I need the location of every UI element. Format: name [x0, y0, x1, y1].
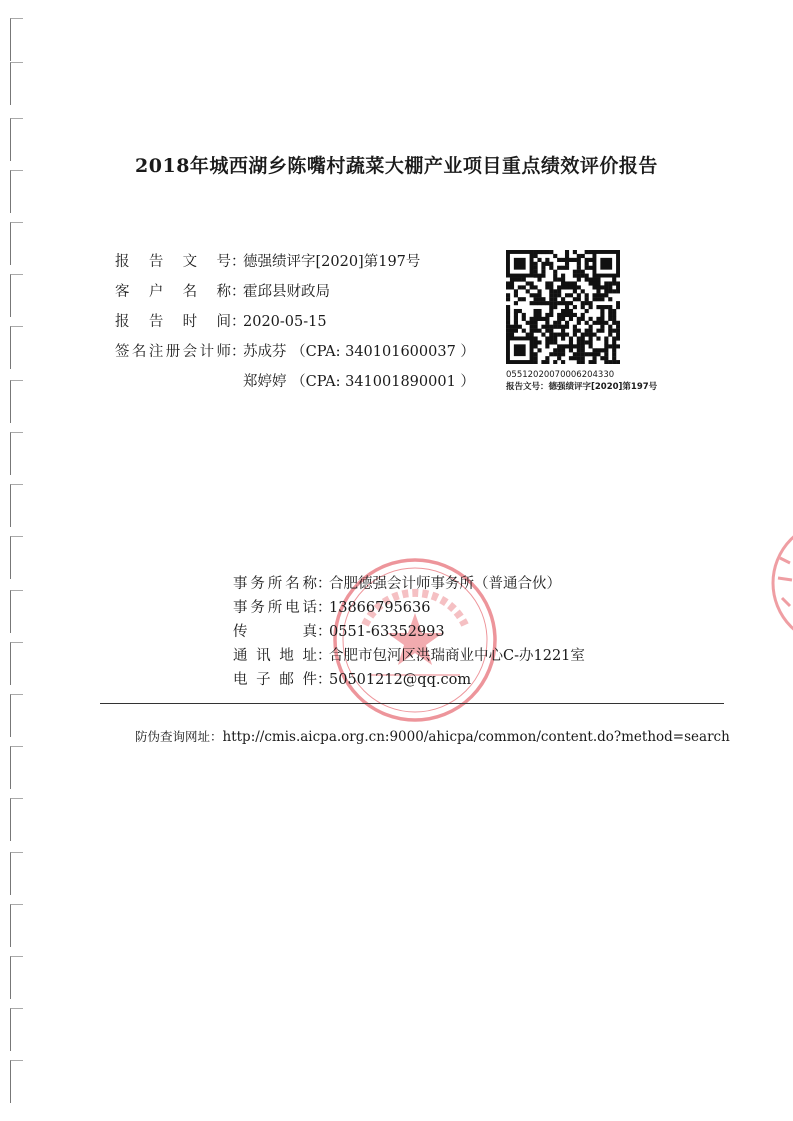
- binding-mark: [10, 62, 23, 105]
- firm-label: 通讯地址: [233, 648, 317, 664]
- firm-row-name: [233, 573, 585, 597]
- info-row-cpa: [115, 342, 475, 372]
- firm-info: [233, 573, 585, 693]
- partial-seal-icon: [760, 518, 793, 648]
- firm-value: 0551-63352993: [329, 624, 445, 640]
- binding-mark: [10, 1008, 23, 1051]
- info-row-client: [115, 282, 475, 312]
- info-colon: ：: [231, 284, 246, 300]
- info-value: 德强绩评字[2020]第197号: [243, 254, 421, 270]
- info-label: 报告文号: [115, 254, 231, 270]
- info-label: 报告时间: [115, 314, 231, 330]
- firm-colon: ：: [317, 600, 332, 616]
- binding-mark: [10, 18, 23, 61]
- firm-row-address: [233, 645, 585, 669]
- info-colon: ：: [231, 344, 246, 360]
- firm-row-phone: [233, 597, 585, 621]
- firm-row-fax: [233, 621, 585, 645]
- qr-code-number: 05512020070006204330: [506, 370, 615, 380]
- info-value: 2020-05-15: [243, 314, 327, 330]
- info-colon: ：: [231, 314, 246, 330]
- firm-row-email: [233, 669, 585, 693]
- info-row-cpa-second: [115, 372, 475, 402]
- binding-mark: [10, 536, 23, 579]
- firm-value: 合肥市包河区洪瑞商业中心C-办1221室: [329, 648, 585, 664]
- firm-value: 合肥德强会计师事务所（普通合伙）: [329, 576, 561, 592]
- firm-colon: ：: [317, 672, 332, 688]
- info-value: 郑婷婷 （CPA: 341001890001 ）: [243, 374, 475, 390]
- report-title: 2018年城西湖乡陈嘴村蔬菜大棚产业项目重点绩效评价报告: [135, 155, 658, 177]
- qr-code-icon: [506, 250, 620, 364]
- firm-colon: ：: [317, 576, 332, 592]
- firm-colon: ：: [317, 648, 332, 664]
- binding-mark: [10, 1060, 23, 1103]
- info-row-report-number: [115, 252, 475, 282]
- binding-mark: [10, 798, 23, 841]
- binding-mark: [10, 904, 23, 947]
- binding-mark: [10, 432, 23, 475]
- info-value: 霍邱县财政局: [243, 284, 330, 300]
- divider: [100, 703, 724, 704]
- binding-mark: [10, 222, 23, 265]
- verify-line: [135, 727, 730, 745]
- qr-report-number: 报告文号：德强绩评字[2020]第197号: [506, 382, 658, 392]
- binding-mark: [10, 956, 23, 999]
- firm-label: 电子邮件: [233, 672, 317, 688]
- binding-mark: [10, 642, 23, 685]
- info-colon: ：: [231, 254, 246, 270]
- firm-label: 事务所电话: [233, 600, 317, 616]
- firm-label: 事务所名称: [233, 576, 317, 592]
- firm-value: 13866795636: [329, 600, 431, 616]
- firm-label: 传真: [233, 624, 317, 640]
- binding-mark: [10, 852, 23, 895]
- info-label: 签名注册会计师: [115, 344, 231, 360]
- verify-label: 防伪查询网址：: [135, 729, 223, 744]
- qr-caption: [506, 369, 657, 393]
- firm-value: 50501212@qq.com: [329, 672, 472, 688]
- binding-mark: [10, 380, 23, 423]
- firm-colon: ：: [317, 624, 332, 640]
- binding-mark: [10, 694, 23, 737]
- binding-mark: [10, 326, 23, 369]
- info-row-date: [115, 312, 475, 342]
- verify-url[interactable]: http://cmis.aicpa.org.cn:9000/ahicpa/common/content.do?method=search: [222, 729, 730, 745]
- info-value: 苏成芬 （CPA: 340101600037 ）: [243, 344, 475, 360]
- binding-mark: [10, 274, 23, 317]
- binding-mark: [10, 590, 23, 633]
- binding-mark: [10, 484, 23, 527]
- report-info: [115, 252, 475, 402]
- binding-mark: [10, 746, 23, 789]
- info-label: 客户名称: [115, 284, 231, 300]
